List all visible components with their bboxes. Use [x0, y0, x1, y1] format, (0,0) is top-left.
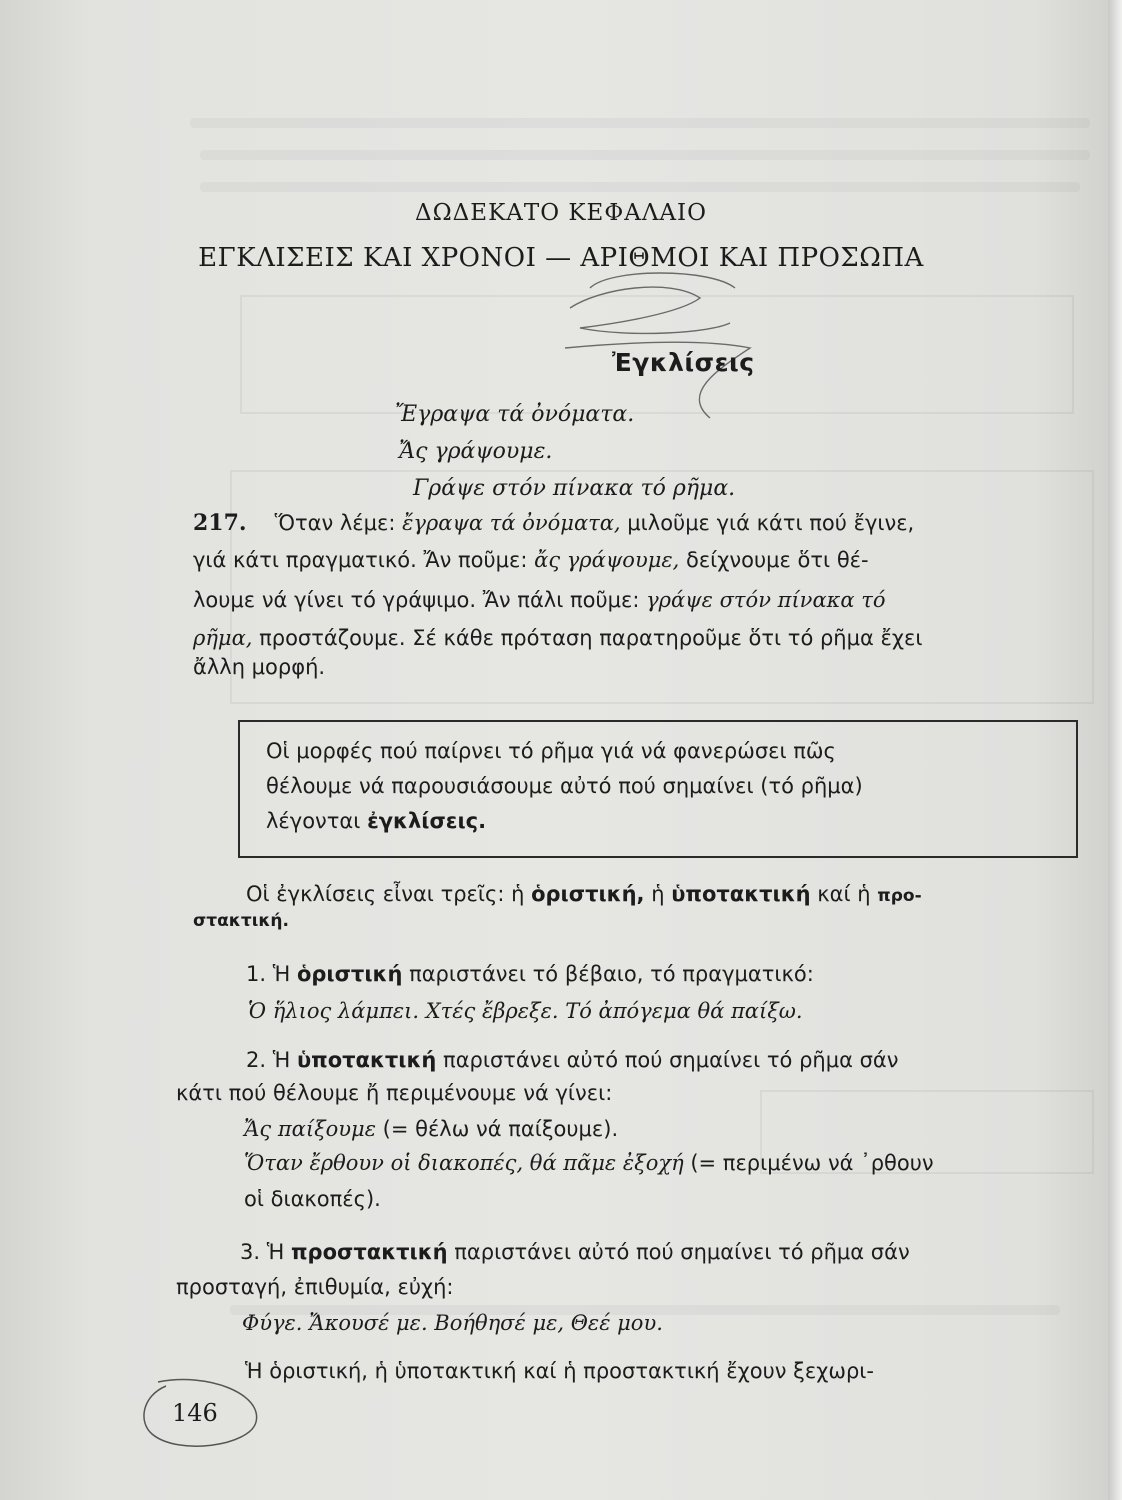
- text: λουμε νά γίνει τό γράψιμο. Ἄν πάλι ποῦμε:: [193, 588, 647, 612]
- text: (= περιμένω νά ᾽ρθουν: [683, 1151, 934, 1175]
- text: παριστάνει αὐτό πού σημαίνει τό ρῆμα σάν: [447, 1240, 910, 1264]
- chapter-title: ΕΓΚΛΙΣΕΙΣ ΚΑΙ ΧΡΟΝΟΙ — ΑΡΙΘΜΟΙ ΚΑΙ ΠΡΟΣΩΠΑ: [198, 243, 924, 273]
- mood3-line: προσταγή, ἐπιθυμία, εὐχή:: [176, 1275, 454, 1299]
- bold-term: ὑποτακτική: [671, 882, 811, 906]
- example-sentences: [395, 396, 735, 507]
- bleed-through-line: [200, 150, 1090, 160]
- text: γιά κάτι πραγματικό. Ἄν ποῦμε:: [193, 548, 535, 572]
- text: μιλοῦμε γιά κάτι πού ἔγινε,: [620, 511, 915, 535]
- paragraph-217-line: [193, 583, 1113, 618]
- bold-term: ὁριστική: [296, 962, 403, 986]
- paragraph-217-line: [193, 506, 1113, 541]
- text: Οἱ ἐγκλίσεις εἶναι τρεῖς: ἡ: [246, 882, 532, 906]
- chapter-label: ΔΩΔΕΚΑΤΟ ΚΕΦΑΛΑΙΟ: [415, 200, 707, 226]
- mood2-example: [244, 1112, 1122, 1147]
- text: Ὅταν λέμε:: [274, 511, 403, 535]
- italic-example: Ἄς παίξουμε: [244, 1117, 376, 1141]
- text: (= θέλω νά παίξουμε).: [375, 1117, 619, 1141]
- mood2-line: [246, 1043, 1116, 1078]
- text: λέγονται: [266, 809, 368, 833]
- mood1-line: [246, 957, 1116, 992]
- mood2-example: οἱ διακοπές).: [244, 1187, 381, 1211]
- paragraph-number: 217.: [193, 510, 247, 536]
- text: 3. Ἡ: [240, 1240, 291, 1264]
- italic-example: Ὅταν ἔρθουν οἱ διακοπές, θά πᾶμε ἐξοχή: [244, 1151, 684, 1175]
- definition-box: [238, 720, 1078, 858]
- mood1-example: Ὁ ἥλιος λάμπει. Χτές ἔβρεξε. Τό ἀπόγεμα θά παίξω.: [248, 999, 803, 1023]
- example-sentence: Ἄς γράψουμε.: [399, 439, 553, 464]
- definition-line: Οἱ μορφές πού παίρνει τό ρῆμα γιά νά φανερώσει πῶς: [266, 739, 836, 763]
- paragraph-217-line: [193, 543, 1113, 578]
- text: 1. Ἡ: [246, 962, 297, 986]
- text: 2. Ἡ: [246, 1048, 297, 1072]
- bold-term: ὑποτακτική: [296, 1048, 437, 1072]
- bold-term: ὁριστική,: [531, 882, 645, 906]
- moods-intro-line: [193, 902, 1113, 939]
- italic-example: ἔγραψα τά ὀνόματα,: [402, 511, 621, 535]
- italic-example: γράψε στόν πίνακα τό: [646, 588, 886, 612]
- bold-term: ἐγκλίσεις.: [367, 809, 487, 833]
- text: καί ἡ: [810, 882, 878, 906]
- italic-example: ἄς γράψουμε,: [534, 548, 680, 572]
- bold-term: προστακτική: [290, 1240, 448, 1264]
- mood2-line: κάτι πού θέλουμε ἤ περιμένουμε νά γίνει:: [176, 1081, 613, 1105]
- text: δείχνουμε ὅτι θέ-: [679, 548, 869, 572]
- example-sentence: Ἔγραψα τά ὀνόματα.: [395, 402, 635, 427]
- bleed-through-line: [190, 118, 1090, 128]
- definition-line: [266, 804, 863, 839]
- text: ἡ: [644, 882, 672, 906]
- bold-term: προ-: [877, 886, 922, 906]
- page-number: 146: [172, 1399, 218, 1427]
- example-sentence: Γράψε στόν πίνακα τό ρῆμα.: [413, 476, 736, 501]
- closing-line: Ἡ ὁριστική, ἡ ὑποτακτική καί ἡ προστακτική ἔχουν ξεχωρι-: [245, 1359, 874, 1383]
- text: προστάζουμε. Σέ κάθε πρόταση παρατηροῦμε ὅτι τό ρῆμα ἔχει: [252, 626, 923, 650]
- bleed-through-line: [200, 182, 1080, 192]
- section-heading: Ἐγκλίσεις: [612, 348, 755, 377]
- text: παριστάνει τό βέβαιο, τό πραγματικό:: [402, 962, 814, 986]
- mood3-line: [240, 1235, 1110, 1270]
- mood2-example: [244, 1146, 1114, 1181]
- mood3-example: Φύγε. Ἄκουσέ με. Βοήθησέ με, Θεέ μου.: [242, 1311, 663, 1335]
- bold-term: στακτική.: [193, 911, 289, 931]
- paragraph-217-line: ἄλλη μορφή.: [193, 655, 326, 679]
- italic-example: ρῆμα,: [193, 626, 253, 650]
- definition-line: θέλουμε νά παρουσιάσουμε αὐτό πού σημαίνει (τό ρῆμα): [266, 774, 863, 798]
- definition-text: [266, 734, 863, 839]
- text: παριστάνει αὐτό πού σημαίνει τό ρῆμα σάν: [436, 1048, 899, 1072]
